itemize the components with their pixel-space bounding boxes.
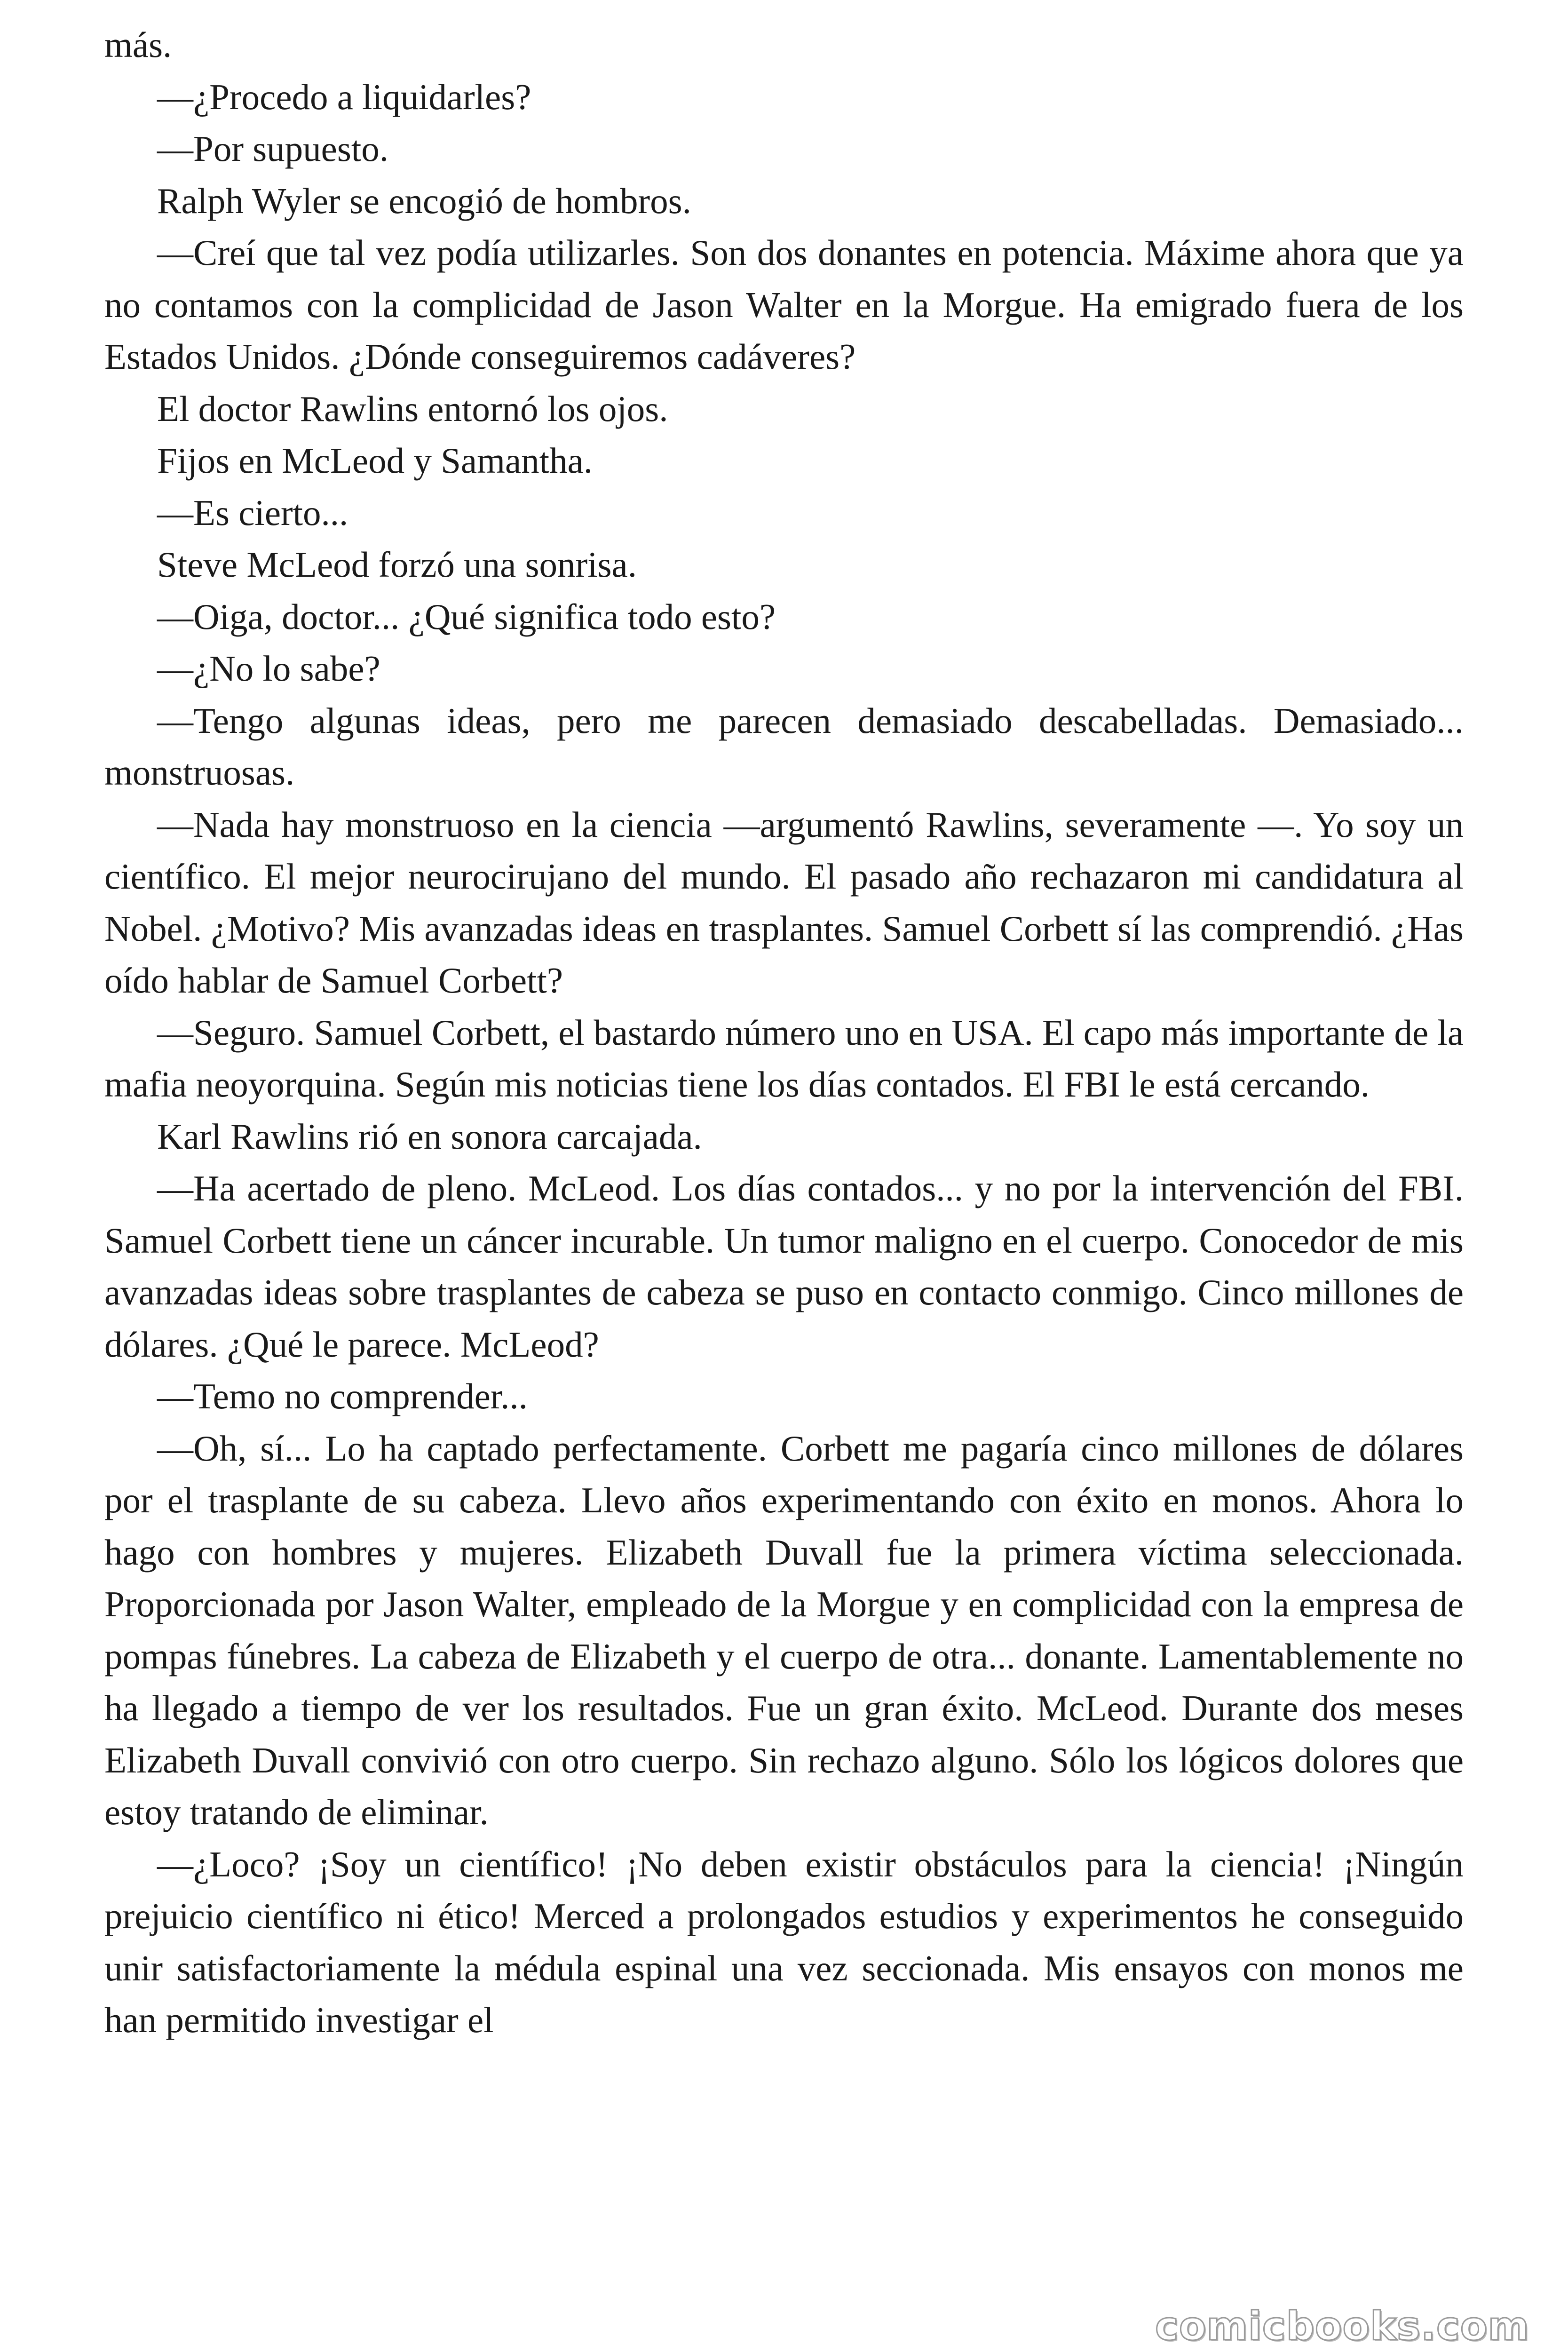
paragraph-9: Steve McLeod forzó una sonrisa. [157,544,637,585]
paragraph-1: más. [104,24,172,65]
paragraph-11: —¿No lo sabe? [157,648,380,689]
paragraph-7: Fijos en McLeod y Samantha. [157,440,593,481]
paragraph-8: —Es cierto... [157,492,348,533]
paragraph-10: —Oiga, doctor... ¿Qué significa todo esto? [157,596,776,637]
watermark: comicbooks.com [1155,2303,1529,2349]
paragraph-6: El doctor Rawlins entornó los ojos. [157,388,668,429]
paragraph-18: —Oh, sí... Lo ha captado perfectamente. Corbett me pagaría cinco millones de dólares por el trasplante de su cabeza. Llevo años experimentando con éxito en monos. Ahora lo hago con hombres y mujeres. Elizabeth Duvall fue la primera víctima seleccionada. Proporcionada por Jason Walter, empleado de la Morgue y en complicidad con la empresa de pompas fúnebres. La cabeza de Elizabeth y el cuerpo de otra... donante. Lamentablemente no ha llegado a tiempo de ver los resultados. Fue un gran éxito. McLeod. Durante dos meses Elizabeth Duvall convivió con otro cuerpo. Sin rechazo alguno. Sólo los lógicos dolores que estoy tratando de eliminar. [104,1428,1464,1832]
paragraph-5: —Creí que tal vez podía utilizarles. Son dos donantes en potencia. Máxime ahora que ya no contamos con la complicidad de Jason Walter en la Morgue. Ha emigrado fuera de los Estados Unidos. ¿Dónde conseguiremos cadáveres? [104,232,1464,377]
paragraph-17: —Temo no comprender... [157,1376,528,1416]
paragraph-16: —Ha acertado de pleno. McLeod. Los días contados... y no por la intervención del FBI. Samuel Corbett tiene un cáncer incurable. Un tumor maligno en el cuerpo. Conocedor de mis avanzadas ideas sobre trasplantes de cabeza se puso en contacto conmigo. Cinco millones de dólares. ¿Qué le parece. McLeod? [104,1168,1464,1365]
paragraph-2: —¿Procedo a liquidarles? [157,76,531,117]
paragraph-3: —Por supuesto. [157,128,388,169]
paragraph-12: —Tengo algunas ideas, pero me parecen demasiado descabelladas. Demasiado... monstruosas. [104,700,1464,793]
paragraph-13: —Nada hay monstruoso en la ciencia —argumentó Rawlins, severamente —. Yo soy un científico. El mejor neurocirujano del mundo. El pasado año rechazaron mi candidatura al Nobel. ¿Motivo? Mis avanzadas ideas en trasplantes. Samuel Corbett sí las comprendió. ¿Has oído hablar de Samuel Corbett? [104,804,1464,1001]
paragraph-15: Karl Rawlins rió en sonora carcajada. [157,1116,702,1157]
paragraph-19: —¿Loco? ¡Soy un científico! ¡No deben existir obstáculos para la ciencia! ¡Ningún prejuicio científico ni ético! Merced a prolongados estudios y experimentos he conseguido unir satisfactoriamente la médula espinal una vez seccionada. Mis ensayos con monos me han permitido investigar el [104,1843,1464,2040]
page-text [104,19,1464,2046]
paragraph-4: Ralph Wyler se encogió de hombros. [157,180,691,221]
paragraph-14: —Seguro. Samuel Corbett, el bastardo número uno en USA. El capo más importante de la mafia neoyorquina. Según mis noticias tiene los días contados. El FBI le está cercando. [104,1012,1464,1104]
